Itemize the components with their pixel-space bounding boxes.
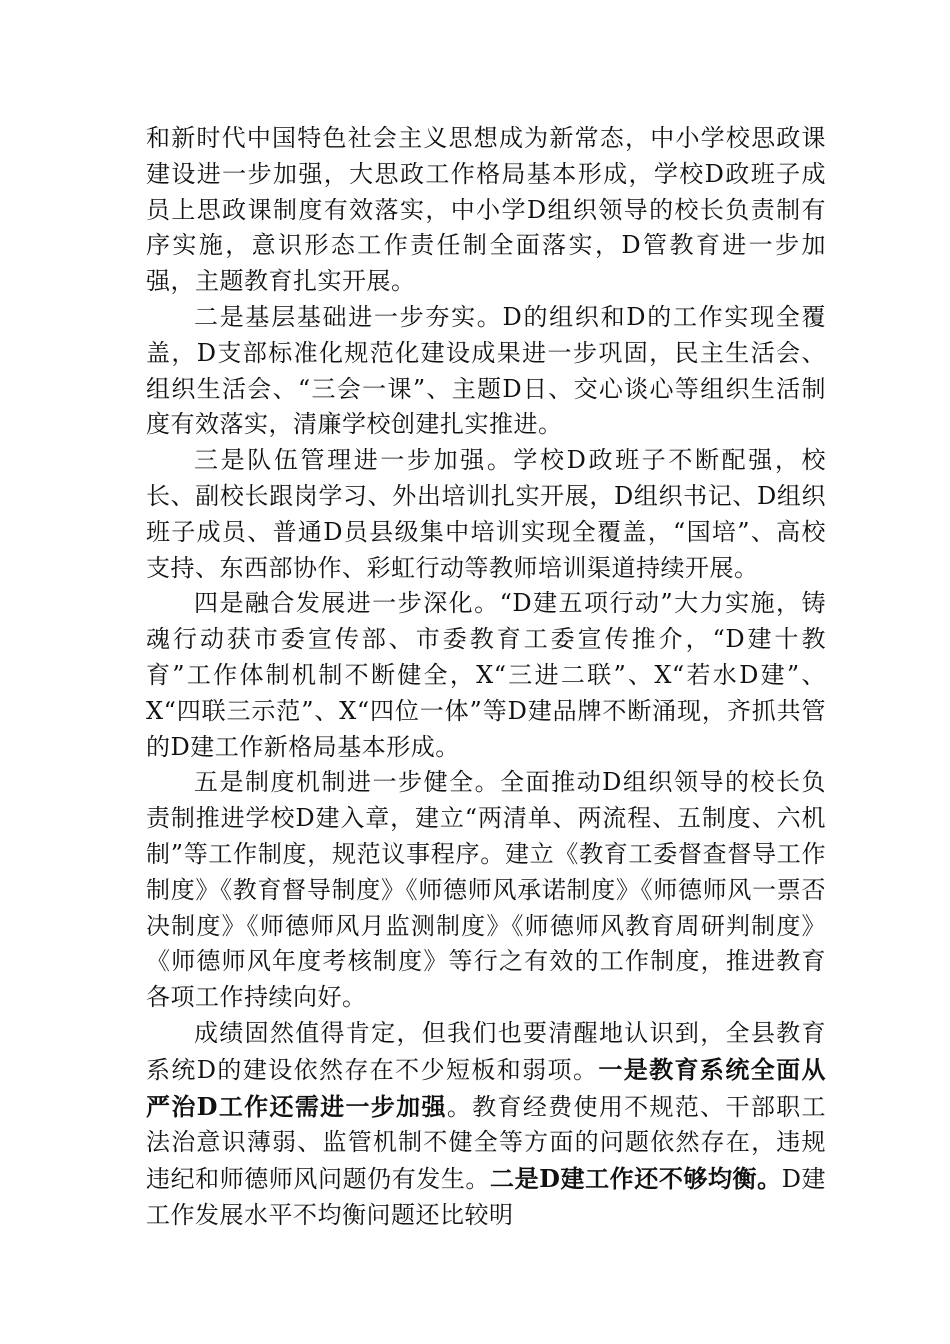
paragraph-4-text: 四是融合发展进一步深化。“D建五项行动”大力实施，铸魂行动获市委宣传部、市委教育工委宣传推介，“D建十教育”工作体制机制不断健全，X“三进二联”、X“若水D建”、X“四联三示范”、X“四位一体”等D建品牌不断涌现，齐抓共管的D建工作新格局基本形成。 — [146, 589, 826, 761]
paragraph-3 — [146, 443, 826, 586]
paragraph-2-text: 二是基层基础进一步夯实。D的组织和D的工作实现全覆盖，D支部标准化规范化建设成果进一步巩固，民主生活会、组织生活会、“三会一课”、主题D日、交心谈心等组织生活制度有效落实，清廉学校创建扎实推进。 — [146, 302, 826, 439]
paragraph-1-text: 和新时代中国特色社会主义思想成为新常态，中小学校思政课建设进一步加强，大思政工作格局基本形成，学校D政班子成员上思政课制度有效落实，中小学D组织领导的校长负责制有序实施，意识形态工作责任制全面落实，D管教育进一步加强，主题教育扎实开展。 — [146, 124, 826, 296]
paragraph-2 — [146, 300, 826, 443]
paragraph-5-text: 五是制度机制进一步健全。全面推动D组织领导的校长负责制推进学校D建入章，建立“两清单、两流程、五制度、六机制”等工作制度，规范议事程序。建立《教育工委督查督导工作制度》《教育督导制度》《师德师风承诺制度》《师德师风一票否决制度》《师德师风月监测制度》《师德师风教育周研判制度》《师德师风年度考核制度》等行之有效的工作制度，推进教育各项工作持续向好。 — [146, 768, 826, 1012]
paragraph-6 — [146, 1016, 826, 1234]
paragraph-6-bold-heading-1: 一是教育系统全面从严治D工作还需进一步加强 — [146, 1054, 826, 1121]
paragraph-6-text-3: D建工作发展水平不均衡问题还比较明 — [146, 1165, 827, 1229]
paragraph-6-bold-heading-2: 二是D建工作还不够均衡。 — [490, 1164, 782, 1194]
paragraph-3-text: 三是队伍管理进一步加强。学校D政班子不断配强，校长、副校长跟岗学习、外出培训扎实开展，D组织书记、D组织班子成员、普通D员县级集中培训实现全覆盖，“国培”、高校支持、东西部协作、彩虹行动等教师培训渠道持续开展。 — [146, 446, 826, 582]
paragraph-6-text-1: 成绩固然值得肯定，但我们也要清醒地认识到，全县教育系统D的建设依然存在不少短板和弱项。 — [146, 1018, 826, 1084]
paragraph-1 — [146, 121, 826, 300]
document-body — [146, 121, 826, 1234]
paragraph-6-text-2: 。教育经费使用不规范、干部职工法治意识薄弱、监管机制不健全等方面的问题依然存在，违规违纪和师德师风问题仍有发生。 — [146, 1092, 827, 1194]
paragraph-5 — [146, 765, 826, 1016]
paragraph-4 — [146, 586, 826, 765]
